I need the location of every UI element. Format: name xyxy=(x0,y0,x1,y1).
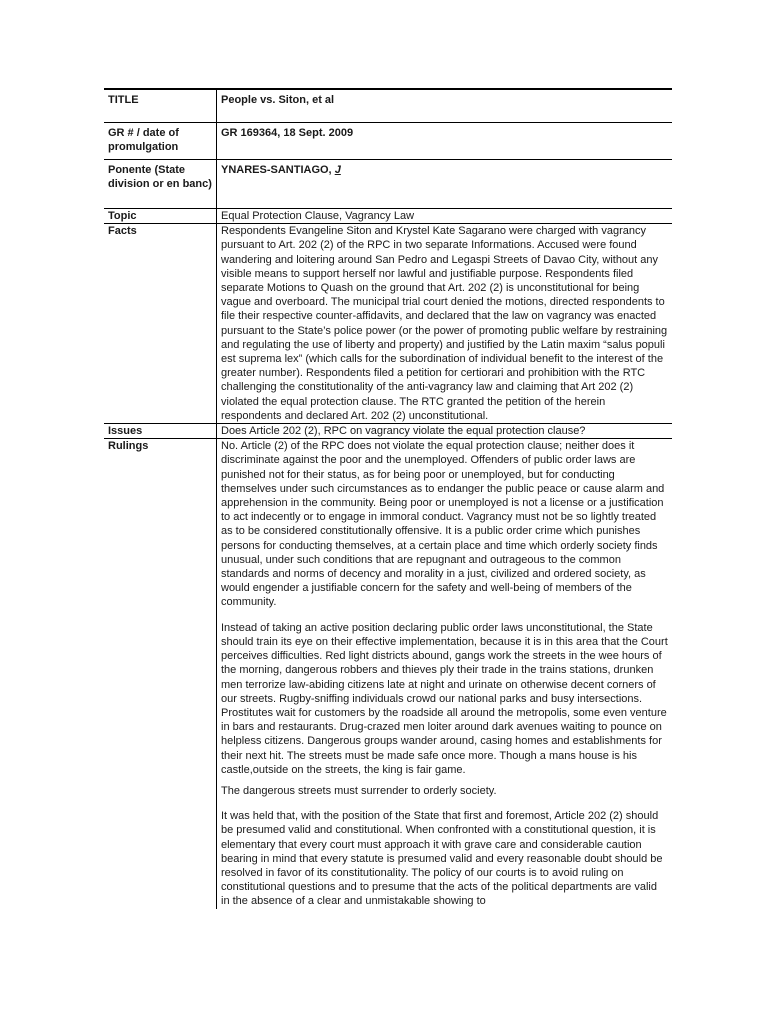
rulings-paragraph: It was held that, with the position of the State that first and foremost, Article 202 (2) should be presumed valid and constitutional. When confronted with a constitutional question, it is elementary that every court must approach it with grave care and considerable caution bearing in mind that every statute is presumed valid and every reasonable doubt should be resolved in favor of its constitutionality. The policy of our courts is to avoid ruling on constitutional questions and to presume that the acts of the political departments are valid in the absence of a clear and unmistakable showing to xyxy=(221,810,663,908)
rulings-label: Rulings xyxy=(104,439,217,909)
case-digest-page xyxy=(104,88,672,909)
topic-label: Topic xyxy=(104,209,217,224)
ponente-cell xyxy=(217,160,673,209)
ponente-label: Ponente (State division or en banc) xyxy=(104,160,217,209)
facts-label: Facts xyxy=(104,224,217,424)
rulings-value xyxy=(217,439,673,909)
issues-label: Issues xyxy=(104,424,217,439)
issues-value: Does Article 202 (2), RPC on vagrancy violate the equal protection clause? xyxy=(217,424,673,439)
ponente-suffix: J xyxy=(334,164,341,176)
row-title xyxy=(104,89,672,123)
title-value: People vs. Siton, et al xyxy=(217,89,673,123)
row-topic xyxy=(104,209,672,224)
row-issues xyxy=(104,424,672,439)
row-rulings xyxy=(104,439,672,909)
row-gr-number xyxy=(104,123,672,160)
ponente-value: YNARES-SANTIAGO, xyxy=(221,164,332,176)
row-facts xyxy=(104,224,672,424)
topic-value: Equal Protection Clause, Vagrancy Law xyxy=(217,209,673,224)
rulings-paragraph: The dangerous streets must surrender to orderly society. xyxy=(221,784,497,797)
gr-label: GR # / date of promulgation xyxy=(104,123,217,160)
gr-value: GR 169364, 18 Sept. 2009 xyxy=(217,123,673,160)
rulings-paragraph: No. Article (2) of the RPC does not violate the equal protection clause; neither does it discriminate against the poor and the unemployed. Offenders of public order laws are punished not for their status, as for being poor or unemployed, but for conducting themselves under such circumstances as to endanger the public peace or cause alarm and apprehension in the community. Being poor or unemployed is not a license or a justification to act indecently or to engage in immoral conduct. Vagrancy must not be so lightly treated as to be considered constitutionally offensive. It is a public order crime which punishes persons for conducting themselves, at a certain place and time which orderly society finds unusual, under such conditions that are repugnant and outrageous to the common standards and norms of decency and morality in a just, civilized and ordered society, as would engender a justifiable concern for the safety and well-being of members of the community. xyxy=(221,440,665,609)
case-digest-table xyxy=(104,88,672,909)
rulings-paragraph: Instead of taking an active position declaring public order laws unconstitutional, the State should train its eye on their effective implementation, because it is in this area that the Court perceives difficulties. Red light districts abound, gangs work the streets in the wee hours of the morning, dangerous robbers and thieves ply their trade in the trains stations, drunken men terrorize law-abiding citizens late at night and urinate on otherwise decent corners of our streets. Rugby-sniffing individuals crowd our national parks and busy intersections. Prostitutes wait for customers by the roadside all around the metropolis, some even venture in bars and restaurants. Drug-crazed men loiter around dark avenues waiting to pounce on helpless citizens. Dangerous groups wander around, casing homes and establishments for their next hit. The streets must be made safe once more. Though a mans house is his castle,outside on the streets, the king is fair game. xyxy=(221,621,668,776)
title-label: TITLE xyxy=(104,89,217,123)
row-ponente xyxy=(104,160,672,209)
facts-value: Respondents Evangeline Siton and Krystel Kate Sagarano were charged with vagrancy pursuant to Art. 202 (2) of the RPC in two separate Informations. Accused were found wandering and loitering around San Pedro and Legaspi Streets of Davao City, without any visible means to support herself nor lawful and justifiable purpose. Respondents filed separate Motions to Quash on the ground that Art. 202 (2) is unconstitutional for being vague and overboard. The municipal trial court denied the motions, directed respondents to file their respective counter-affidavits, and declared that the law on vagrancy was enacted pursuant to the State’s police power (or the power of promoting public welfare by restraining and regulating the use of liberty and property) and justified by the Latin maxim “salus populi est suprema lex” (which calls for the subordination of individual benefit to the interest of the greater number). Respondents filed a petition for certiorari and prohibition with the RTC challenging the constitutionality of the anti-vagrancy law and claiming that Art 202 (2) violated the equal protection clause. The RTC granted the petition of the herein respondents and declared Art. 202 (2) unconstitutional. xyxy=(217,224,673,424)
